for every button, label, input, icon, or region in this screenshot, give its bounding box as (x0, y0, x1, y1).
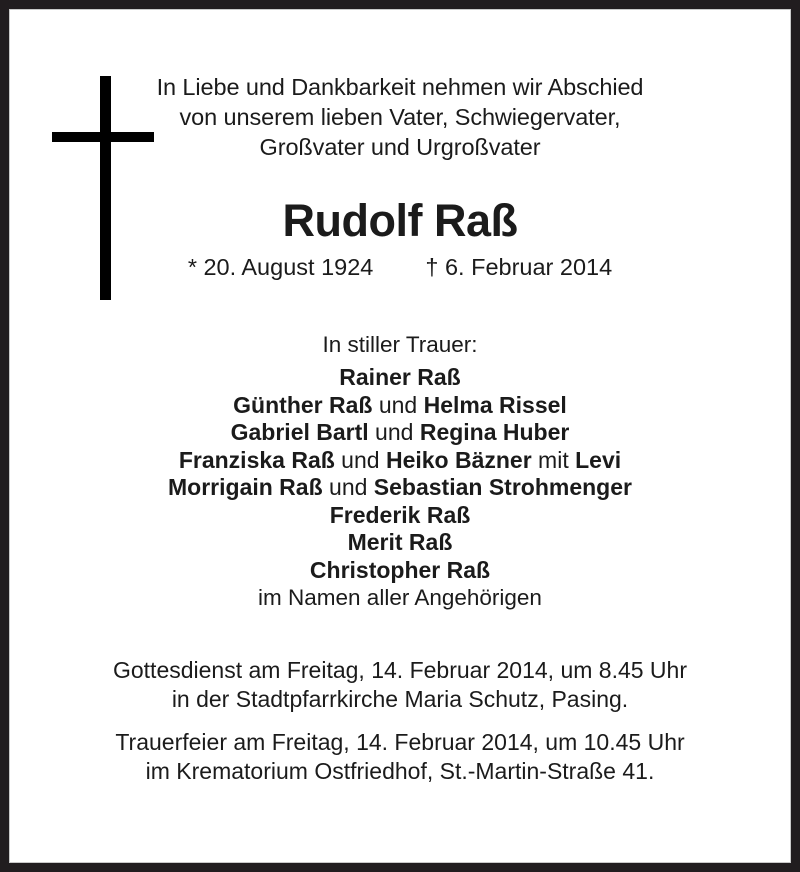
mourner-conjunction: und (372, 391, 424, 418)
mourning-heading: In stiller Trauer: (322, 332, 478, 357)
mourner-name: Merit Raß (347, 529, 453, 555)
mourner-row (10, 557, 790, 585)
intro-line-3: Großvater und Urgroßvater (259, 134, 541, 160)
mourner-row (10, 474, 790, 502)
mourner-name: Gabriel Bartl (230, 419, 369, 445)
death-date: † 6. Februar 2014 (425, 254, 613, 280)
mourner-name: Franziska Raß (178, 446, 335, 473)
birth-date: * 20. August 1924 (187, 254, 374, 280)
mourner-conjunction: und (322, 474, 374, 500)
mourner-name: Morrigain Raß (168, 474, 323, 500)
mourner-name: Frederik Raß (329, 501, 471, 528)
service-funeral-line-1: Trauerfeier am Freitag, 14. Februar 2014, um 10.45 Uhr (115, 729, 685, 755)
mourner-name: Heiko Bäzner (385, 446, 532, 473)
mourner-name: Sebastian Strohmenger (373, 474, 632, 500)
service-church-line-1: Gottesdienst am Freitag, 14. Februar 2014, um 8.45 Uhr (112, 657, 687, 683)
mourner-row (10, 529, 790, 557)
notice-inner-frame (9, 9, 791, 863)
mourner-name: Regina Huber (419, 419, 570, 445)
service-details (10, 656, 790, 786)
mourner-name: Günther Raß (233, 391, 373, 418)
service-block-funeral (10, 728, 790, 786)
service-church-line-2: in der Stadtpfarrkirche Maria Schutz, Pasing. (171, 686, 629, 712)
mourner-conjunction: und (334, 446, 386, 473)
mourner-row (10, 502, 790, 530)
mourner-conjunction: und (368, 419, 420, 445)
mourner-row (10, 419, 790, 447)
service-funeral-line-2: im Krematorium Ostfriedhof, St.-Martin-Straße 41. (145, 758, 655, 784)
mourner-name: Helma Rissel (423, 391, 567, 418)
life-dates (10, 252, 790, 282)
mourners-list (10, 364, 790, 584)
mourner-name: Levi (575, 446, 622, 473)
mourner-row (10, 364, 790, 392)
mourner-row (10, 447, 790, 475)
mourner-conjunction: mit (531, 446, 576, 473)
mourning-closing: im Namen aller Angehörigen (258, 585, 542, 610)
intro-text (10, 72, 790, 162)
mourner-row (10, 392, 790, 420)
mourner-name: Christopher Raß (309, 556, 491, 583)
mourner-name: Rainer Raß (339, 364, 461, 390)
notice-content (10, 10, 790, 786)
deceased-name: Rudolf Raß (282, 195, 518, 246)
intro-line-1: In Liebe und Dankbarkeit nehmen wir Abschied (156, 74, 644, 100)
intro-line-2: von unserem lieben Vater, Schwiegervater, (179, 104, 621, 130)
service-block-church (10, 656, 790, 714)
